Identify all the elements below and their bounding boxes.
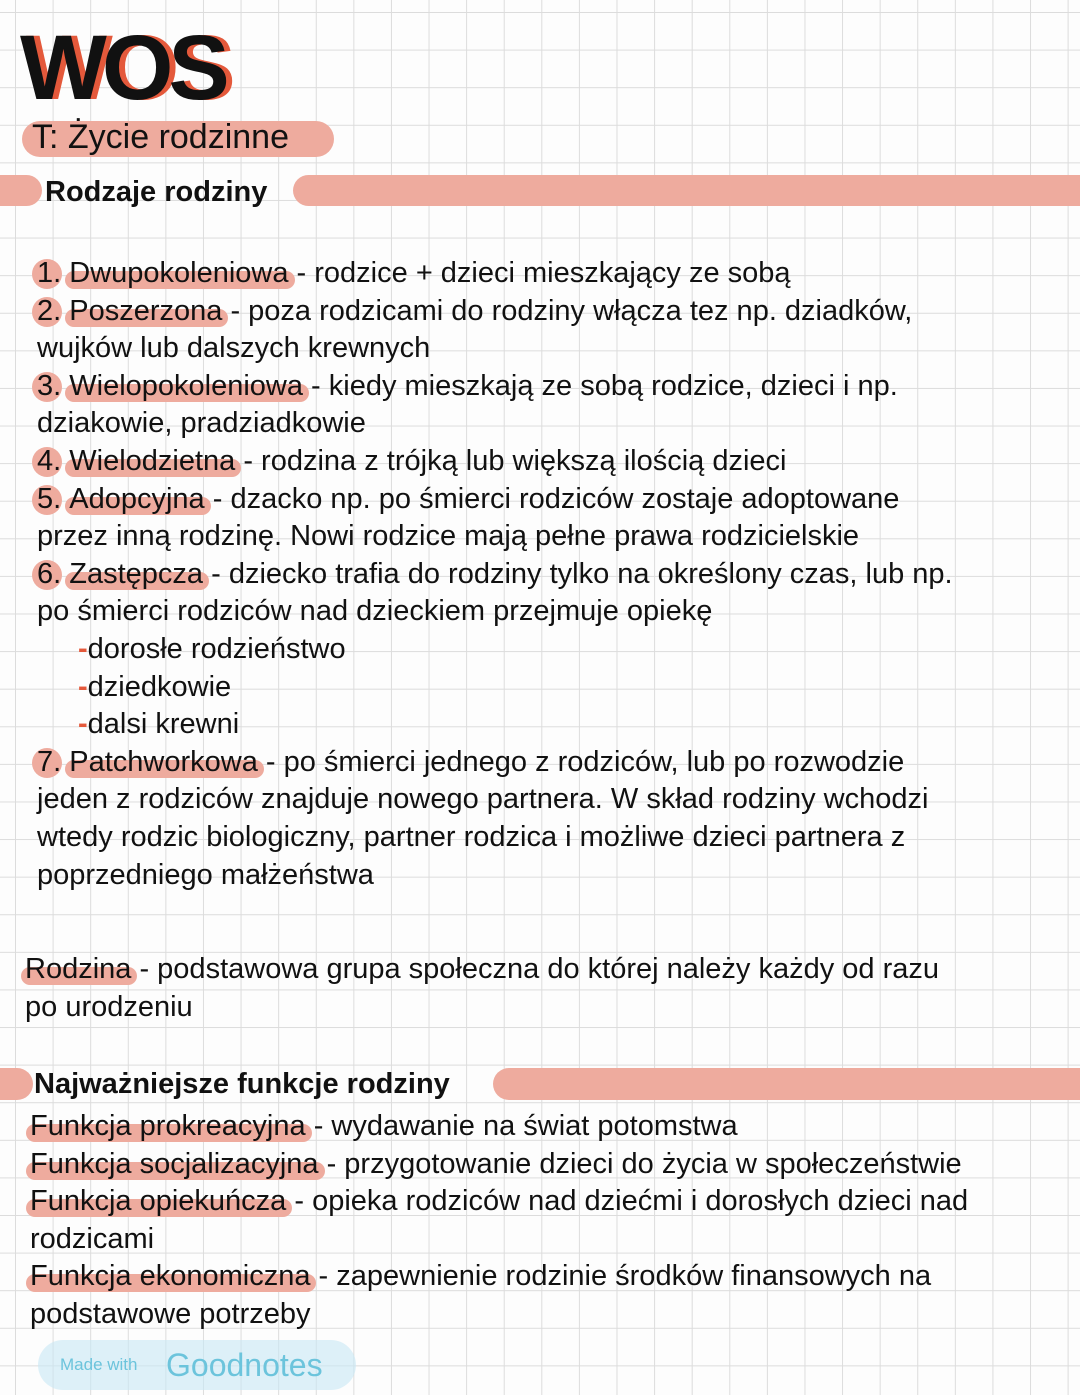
family-type-continuation — [37, 594, 712, 628]
family-type-continuation — [37, 331, 430, 365]
continuation: podstawowe potrzeby — [30, 1298, 311, 1330]
continuation: jeden z rodziców znajduje nowego partnera. W skład rodziny wchodzi — [37, 783, 929, 816]
continuation: rodzicami — [30, 1222, 155, 1255]
definition: - opieka rodziców nad dziećmi i dorosłych dzieci nad — [286, 1185, 969, 1218]
topic-title: T: Życie rodzinne — [32, 118, 289, 156]
function-continuation — [30, 1222, 154, 1256]
term: Wielodzietna — [69, 445, 236, 477]
bullet-dash-icon: - — [78, 633, 88, 665]
continuation: poprzedniego małżeństwa — [37, 858, 374, 891]
continuation: wujków lub dalszych krewnych — [37, 332, 431, 365]
term: Funkcja socjalizacyjna — [30, 1147, 319, 1180]
definition-continuation: po urodzeniu — [25, 991, 193, 1023]
family-type-item — [37, 557, 953, 591]
family-type-item — [37, 369, 898, 403]
family-type-item — [37, 482, 899, 516]
function-item — [30, 1147, 962, 1181]
definition: - wydawanie na świat potomstwa — [305, 1110, 738, 1142]
definition: - poza rodzicami do rodziny włącza tez np. dziadków, — [222, 294, 913, 327]
term: Adopcyjna — [69, 482, 205, 515]
item-number: 4. — [37, 445, 62, 477]
term: Rodzina — [25, 953, 132, 985]
term: Wielopokoleniowa — [69, 369, 303, 402]
term: Zastępcza — [69, 557, 204, 590]
definition: - zapewnienie rodzinie środków finansowych na — [310, 1260, 932, 1293]
subject-title: WOS — [20, 17, 225, 119]
continuation: wtedy rodzic biologiczny, partner rodzica i możliwe dzieci partnera z — [37, 821, 906, 853]
sub-item — [78, 632, 346, 666]
definition: - rodzice + dzieci mieszkający ze sobą — [288, 257, 791, 289]
bullet-dash-icon: - — [78, 708, 88, 741]
function-item — [30, 1109, 738, 1143]
continuation: po śmierci rodziców nad dzieckiem przejmuje opiekę — [37, 595, 713, 628]
item-number: 2. — [37, 294, 62, 327]
family-type-continuation — [37, 858, 374, 892]
continuation: przez inną rodzinę. Nowi rodzice mają pełne prawa rodzicielskie — [37, 520, 860, 553]
item-number: 1. — [37, 257, 62, 289]
watermark-big: Goodnotes — [166, 1347, 323, 1383]
family-type-continuation — [37, 519, 859, 553]
definition: - podstawowa grupa społeczna do której należy każdy od razu — [131, 953, 940, 985]
family-type-continuation — [37, 820, 905, 854]
subitem-text: dziedkowie — [87, 670, 232, 703]
sub-item — [78, 670, 231, 704]
definition: - dziecko trafia do rodziny tylko na określony czas, lub np. — [203, 557, 953, 590]
term: Poszerzona — [69, 294, 223, 327]
term: Funkcja ekonomiczna — [30, 1260, 311, 1293]
definition: - dzacko np. po śmierci rodziców zostaje adoptowane — [204, 482, 900, 515]
bullet-dash-icon: - — [78, 670, 88, 703]
item-number: 5. — [37, 482, 62, 515]
definition: - przygotowanie dzieci do życia w społeczeństwie — [318, 1147, 962, 1180]
term: Funkcja opiekuńcza — [30, 1185, 287, 1218]
section-heading-functions: Najważniejsze funkcje rodziny — [34, 1068, 450, 1100]
family-type-item — [37, 745, 904, 779]
subitem-text: dalsi krewni — [87, 708, 240, 741]
item-number: 7. — [37, 745, 62, 778]
definition: - kiedy mieszkają ze sobą rodzice, dzieci i np. — [303, 369, 898, 402]
function-item — [30, 1184, 968, 1218]
term: Dwupokoleniowa — [69, 257, 289, 289]
definition-rodzina — [25, 952, 939, 986]
term: Patchworkowa — [69, 745, 258, 778]
function-continuation — [30, 1297, 311, 1331]
goodnotes-watermark — [38, 1340, 356, 1390]
watermark-small: Made with — [60, 1355, 138, 1374]
subitem-text: dorosłe rodzieństwo — [87, 633, 346, 665]
term: Funkcja prokreacyjna — [30, 1110, 306, 1142]
function-item — [30, 1259, 931, 1293]
sub-item — [78, 707, 239, 741]
family-type-continuation — [37, 406, 366, 440]
family-type-item — [37, 444, 787, 478]
section-heading-types: Rodzaje rodziny — [45, 176, 268, 208]
continuation: dziakowie, pradziadkowie — [37, 407, 366, 440]
family-type-item — [37, 294, 912, 328]
definition: - po śmierci jednego z rodziców, lub po rozwodzie — [257, 745, 905, 778]
definition: - rodzina z trójką lub większą ilością dzieci — [235, 445, 787, 477]
family-type-continuation — [37, 782, 928, 816]
family-type-item — [37, 256, 791, 290]
item-number: 3. — [37, 369, 62, 402]
item-number: 6. — [37, 557, 62, 590]
